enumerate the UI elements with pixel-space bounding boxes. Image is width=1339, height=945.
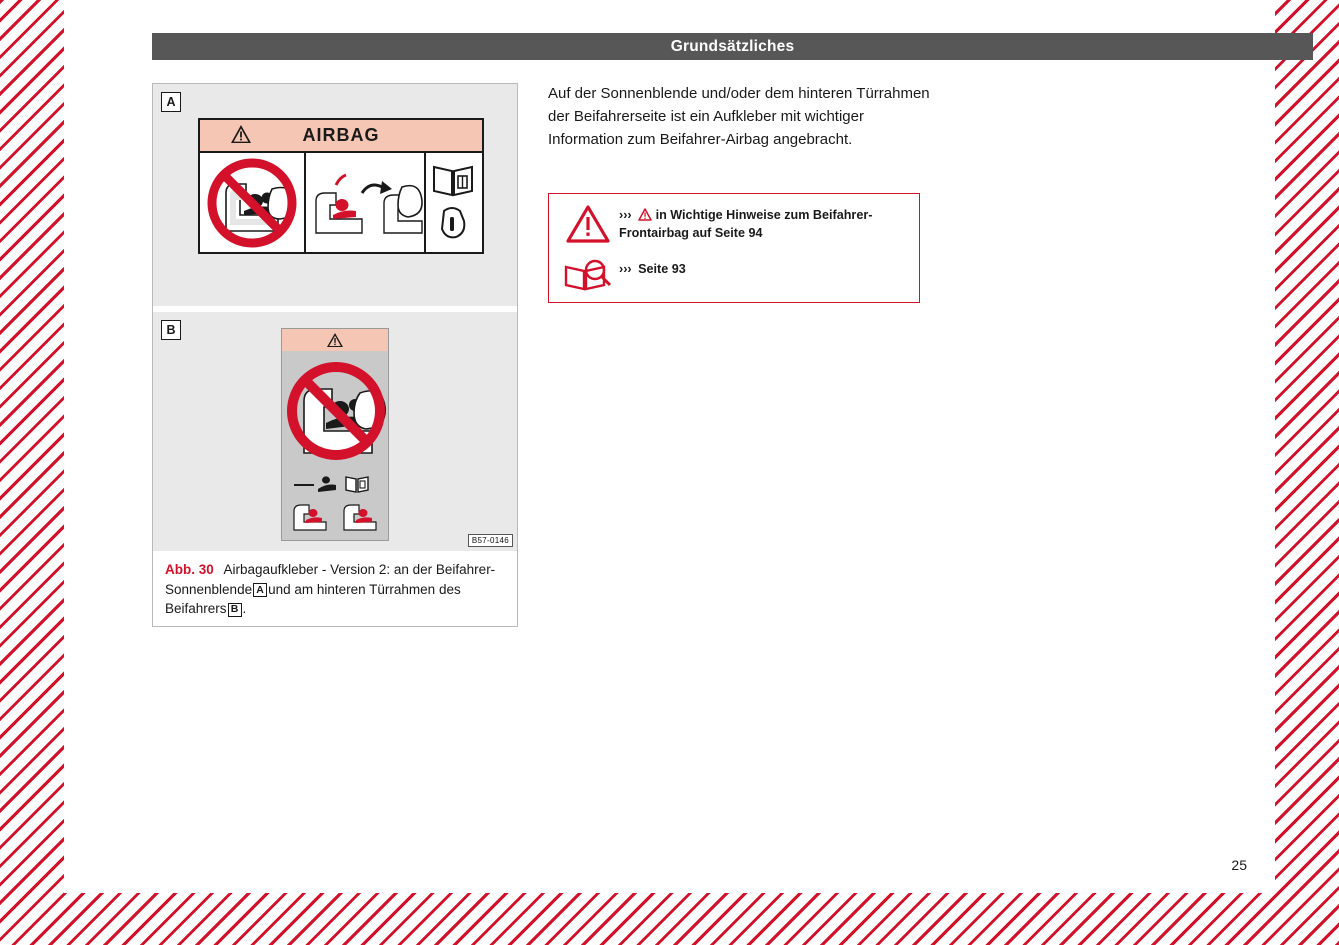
reference-box xyxy=(548,193,920,303)
panel-a-tag: A xyxy=(161,92,181,112)
figure-caption-text-1: Airbagaufkleber - Version 2: an der Beifahrer-Sonnenblende xyxy=(165,562,496,597)
panel-b-tag: B xyxy=(161,320,181,340)
reference-row xyxy=(557,204,911,244)
figure-image xyxy=(153,84,517,551)
reference-row xyxy=(557,258,911,292)
figure-container xyxy=(152,83,518,627)
figure-caption-label: Abb. 30 xyxy=(165,562,214,577)
book-magnifier-icon xyxy=(557,258,619,292)
caption-tag-a: A xyxy=(253,583,267,597)
airbag-sticker-version-b xyxy=(281,328,389,541)
reference-row-text xyxy=(619,204,911,243)
warning-triangle-icon xyxy=(557,204,619,244)
inline-warning-triangle-icon xyxy=(638,208,652,221)
chevron-icon: ››› xyxy=(619,208,632,222)
no-rear-facing-child-seat-icon xyxy=(282,351,388,471)
sticker-b-header xyxy=(282,329,388,351)
airbag-deactivation-icon xyxy=(306,153,426,254)
sticker-body xyxy=(200,153,482,254)
reference-text-1: in Wichtige Hinweise zum Beifahrer-Frontairbag auf Seite 94 xyxy=(619,208,873,241)
page-number: 25 xyxy=(1231,857,1247,873)
manual-and-hand-icons xyxy=(426,153,482,254)
page-content-area xyxy=(64,0,1275,893)
chevron-icon: ››› xyxy=(619,262,632,276)
body-paragraph: Auf der Sonnenblende und/oder dem hinteren Türrahmen der Beifahrerseite ist ein Aufkleber mit wichtiger Information zum Beifahrer-Airbag angebracht. xyxy=(548,85,930,148)
figure-code-label: B57-0146 xyxy=(468,534,513,547)
sticker-b-icon-row-2 xyxy=(282,497,388,537)
page-header xyxy=(152,33,1313,60)
figure-caption-text-3: . xyxy=(242,601,247,617)
sticker-b-icon-row-1 xyxy=(282,471,388,497)
warning-triangle-icon xyxy=(230,124,252,144)
warning-triangle-icon xyxy=(326,332,344,348)
sticker-header xyxy=(200,120,482,153)
page-title: Grundsätzliches xyxy=(670,37,795,55)
body-text-column xyxy=(548,83,938,151)
reference-text-2: Seite 93 xyxy=(638,262,686,276)
figure-caption-text-2: und am hinteren Türrahmen des Beifahrers xyxy=(165,581,461,617)
figure-caption xyxy=(153,551,517,629)
airbag-sticker-version-a xyxy=(198,118,484,254)
figure-panel-a xyxy=(153,84,517,306)
no-rear-facing-child-seat-icon xyxy=(200,153,306,254)
sticker-title: AIRBAG xyxy=(302,125,380,145)
reference-row-text xyxy=(619,258,686,278)
figure-panel-b xyxy=(153,312,517,551)
caption-tag-b: B xyxy=(228,603,242,617)
